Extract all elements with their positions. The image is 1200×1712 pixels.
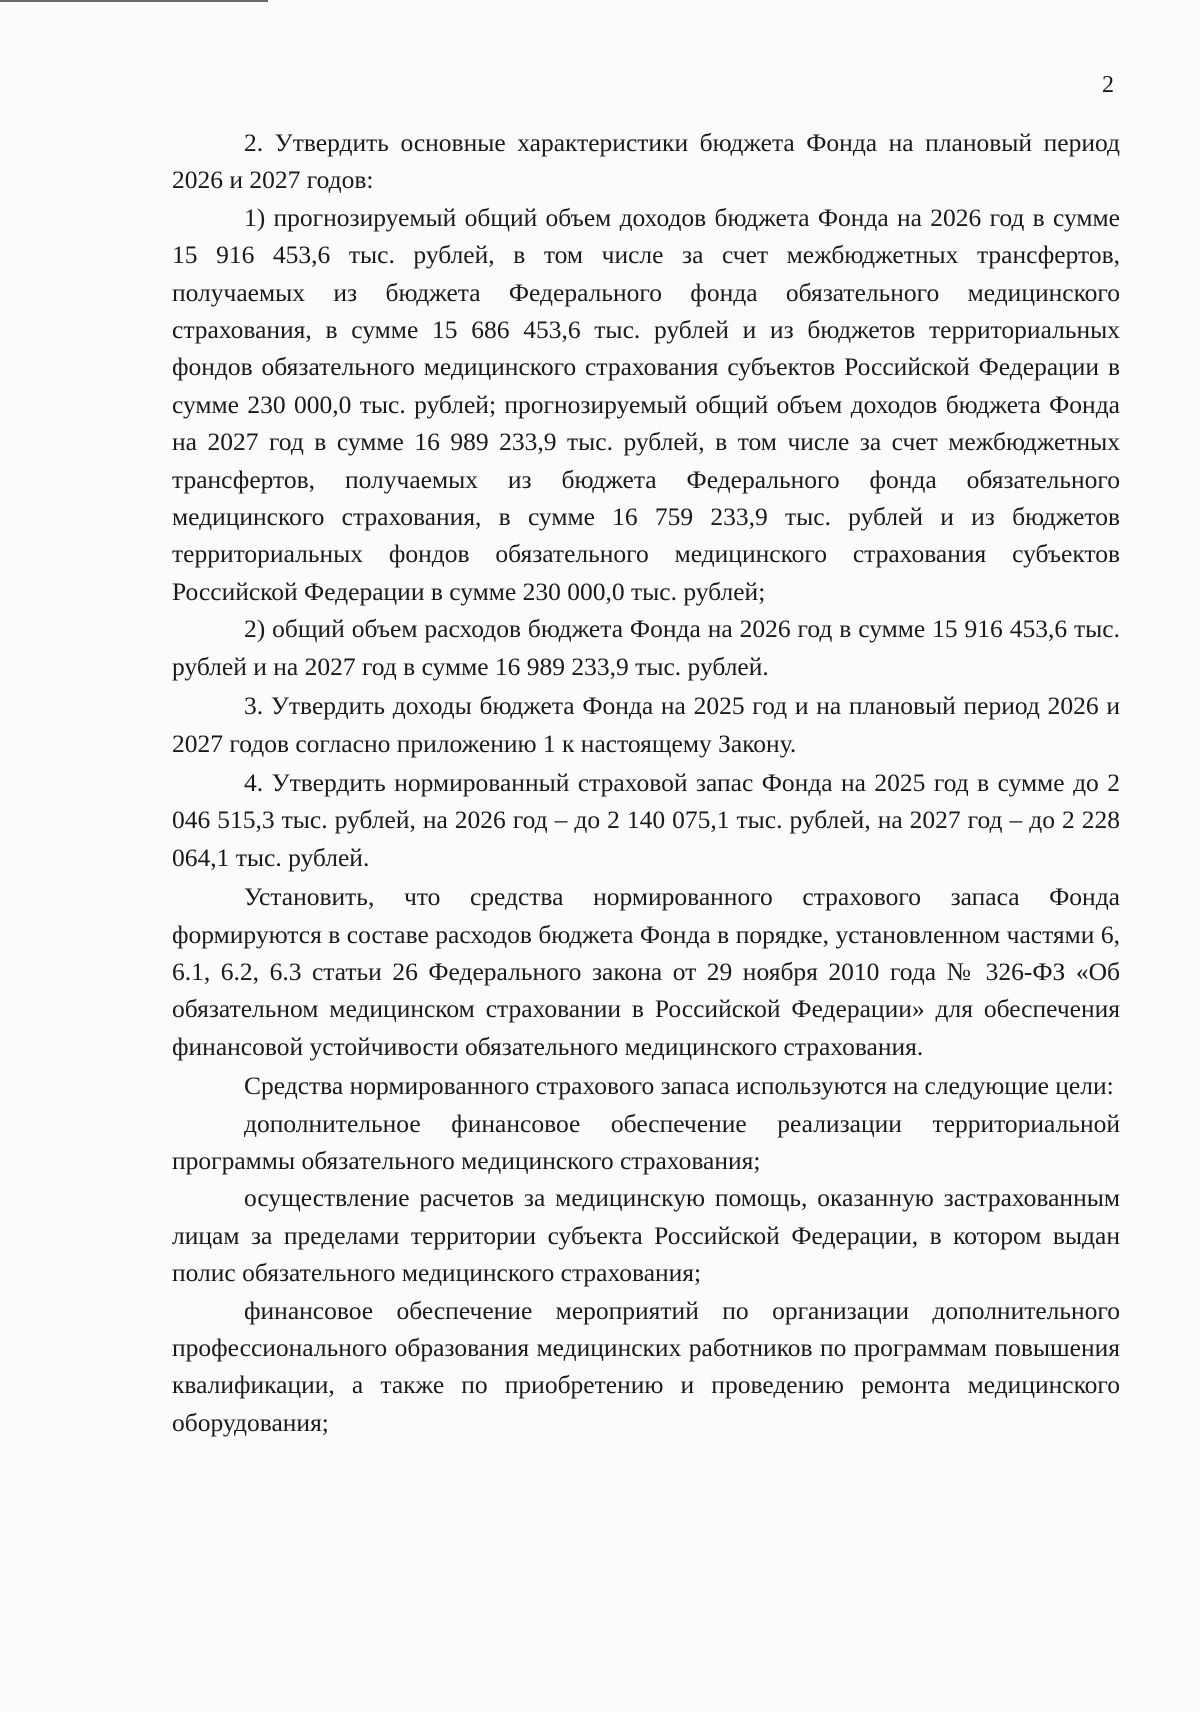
paragraph-4: 4. Утвердить нормированный страховой запас Фонда на 2025 год в сумме до 2 046 515,3 тыс. рублей, на 2026 год – до 2 140 075,1 тыс. рублей, на 2027 год – до 2 228 064,1 тыс. рублей. — [172, 767, 1120, 872]
list-item-additional-financing: дополнительное финансовое обеспечение реализации территориальной программы обязательного медицинского страхования; — [172, 1108, 1120, 1175]
scan-edge-line — [0, 0, 268, 2]
paragraph-2: 2. Утвердить основные характеристики бюджета Фонда на плановый период 2026 и 2027 годов: — [172, 128, 1120, 195]
list-item-education-equipment: финансовое обеспечение мероприятий по организации дополнительного профессионального образования медицинских работников по программам повышения квалификации, а также по приобретению и проведению ремонта медицинского оборудования; — [172, 1295, 1120, 1437]
paragraph-reserve-formation: Установить, что средства нормированного страхового запаса Фонда формируются в составе расходов бюджета Фонда в порядке, установленном частями 6, 6.1, 6.2, 6.3 статьи 26 Федерального закона от 29 ноября 2010 года № 326-ФЗ «Об обязательном медицинском страховании в Российской Федерации» для обеспечения финансовой устойчивости обязательного медицинского страхования. — [172, 882, 1120, 1061]
page-number: 2 — [1102, 72, 1114, 98]
paragraph-3: 3. Утвердить доходы бюджета Фонда на 2025 год и на плановый период 2026 и 2027 годов согласно приложению 1 к настоящему Закону. — [172, 691, 1120, 758]
paragraph-reserve-usage: Средства нормированного страхового запаса используются на следующие цели: — [244, 1071, 1114, 1101]
paragraph-2-2-expenses: 2) общий объем расходов бюджета Фонда на 2026 год в сумме 15 916 453,6 тыс. рублей и на 2027 год в сумме 16 989 233,9 тыс. рублей. — [172, 614, 1120, 681]
document-body — [172, 124, 1120, 1441]
list-item-settlements: осуществление расчетов за медицинскую помощь, оказанную застрахованным лицам за пределами территории субъекта Российской Федерации, в котором выдан полис обязательного медицинского страхования; — [172, 1183, 1120, 1288]
paragraph-2-1-revenue: 1) прогнозируемый общий объем доходов бюджета Фонда на 2026 год в сумме 15 916 453,6 тыс. рублей, в том числе за счет межбюджетных трансфертов, получаемых из бюджета Федерального фонда обязательного медицинского страхования, в сумме 15 686 453,6 тыс. рублей и из бюджетов территориальных фондов обязательного медицинского страхования субъектов Российской Федерации в сумме 230 000,0 тыс. рублей; прогнозируемый общий объем доходов бюджета Фонда на 2027 год в сумме 16 989 233,9 тыс. рублей, в том числе за счет межбюджетных трансфертов, получаемых из бюджета Федерального фонда обязательного медицинского страхования, в сумме 16 759 233,9 тыс. рублей и из бюджетов территориальных фондов обязательного медицинского страхования субъектов Российской Федерации в сумме 230 000,0 тыс. рублей; — [172, 202, 1120, 606]
